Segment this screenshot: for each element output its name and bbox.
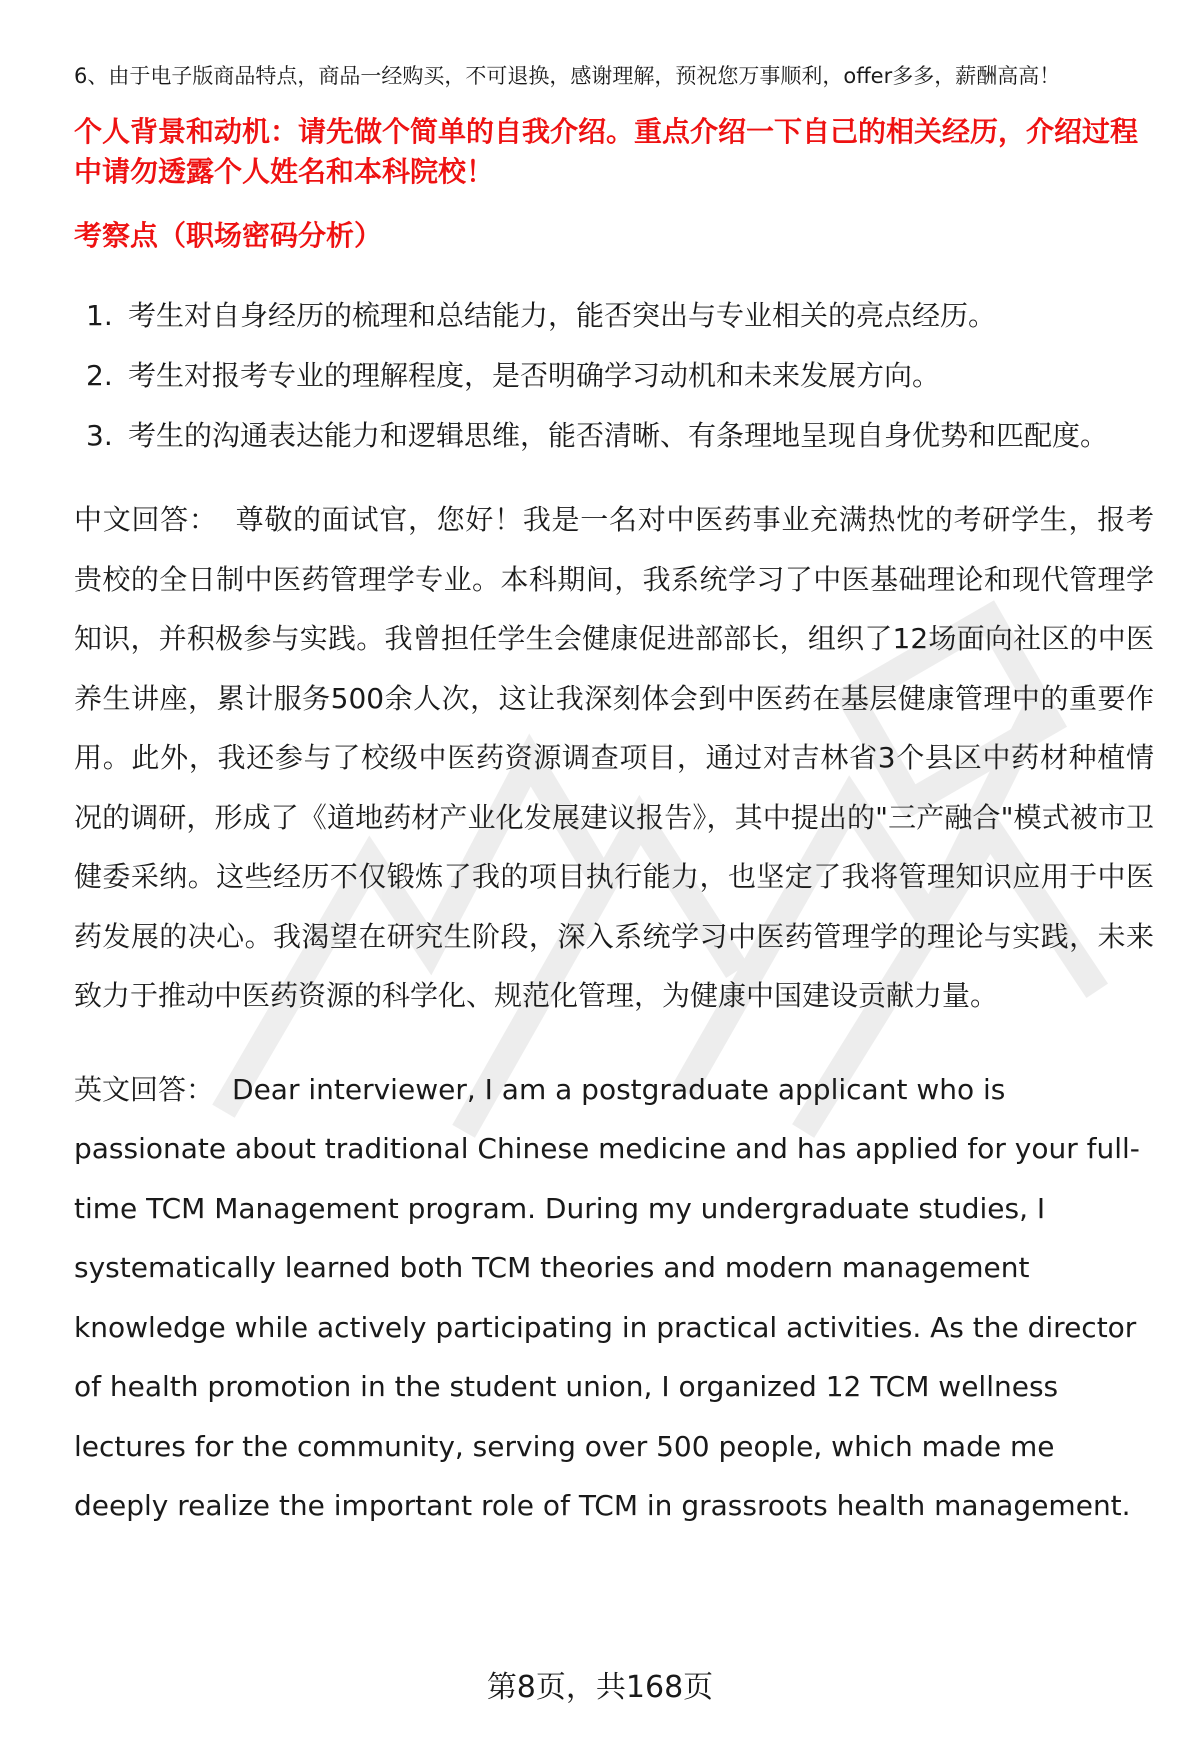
list-item-number: 2.	[86, 359, 113, 392]
list-item-number: 3.	[86, 419, 113, 452]
list-item	[74, 406, 1154, 466]
list-item-text: 考生对报考专业的理解程度，是否明确学习动机和未来发展方向。	[128, 359, 941, 392]
chinese-answer-label: 中文回答：	[74, 503, 218, 536]
purchase-notice: 6、由于电子版商品特点，商品一经购买，不可退换，感谢理解，预祝您万事顺利，offer多多，薪酬高高！	[74, 64, 1061, 88]
chinese-answer	[74, 490, 1154, 1026]
english-answer	[74, 1060, 1154, 1536]
list-item-number: 1.	[86, 299, 113, 332]
analysis-heading: 考察点（职场密码分析）	[74, 219, 383, 252]
english-answer-text: Dear interviewer, I am a postgraduate applicant who is passionate about traditional Chinese medicine and has applied for your full-time TCM Management program. During my undergraduate studies, I systematically learned both TCM theories and modern management knowledge while actively participating in practical activities. As the director of health promotion in the student union, I organized 12 TCM wellness lectures for the community, serving over 500 people, which made me deeply realize the important role of TCM in grassroots health management.	[74, 1072, 1140, 1522]
page-number-footer: 第8页，共168页	[486, 1670, 714, 1705]
evaluation-points-list	[74, 286, 1154, 466]
question-heading: 个人背景和动机：请先做个简单的自我介绍。重点介绍一下自己的相关经历，介绍过程中请勿透露个人姓名和本科院校！	[74, 115, 1139, 188]
chinese-answer-text: 尊敬的面试官，您好！我是一名对中医药事业充满热忱的考研学生，报考贵校的全日制中医药管理学专业。本科期间，我系统学习了中医基础理论和现代管理学知识，并积极参与实践。我曾担任学生会健康促进部部长，组织了12场面向社区的中医养生讲座，累计服务500余人次，这让我深刻体会到中医药在基层健康管理中的重要作用。此外，我还参与了校级中医药资源调查项目，通过对吉林省3个县区中药材种植情况的调研，形成了《道地药材产业化发展建议报告》，其中提出的"三产融合"模式被市卫健委采纳。这些经历不仅锻炼了我的项目执行能力，也坚定了我将管理知识应用于中医药发展的决心。我渴望在研究生阶段，深入系统学习中医药管理学的理论与实践，未来致力于推动中医药资源的科学化、规范化管理，为健康中国建设贡献力量。	[74, 503, 1154, 1012]
document-body	[74, 60, 1154, 1536]
english-answer-label: 英文回答：	[74, 1072, 215, 1106]
list-item	[74, 346, 1154, 406]
list-item-text: 考生对自身经历的梳理和总结能力，能否突出与专业相关的亮点经历。	[128, 299, 997, 332]
list-item	[74, 286, 1154, 346]
list-item-text: 考生的沟通表达能力和逻辑思维，能否清晰、有条理地呈现自身优势和匹配度。	[128, 419, 1109, 452]
